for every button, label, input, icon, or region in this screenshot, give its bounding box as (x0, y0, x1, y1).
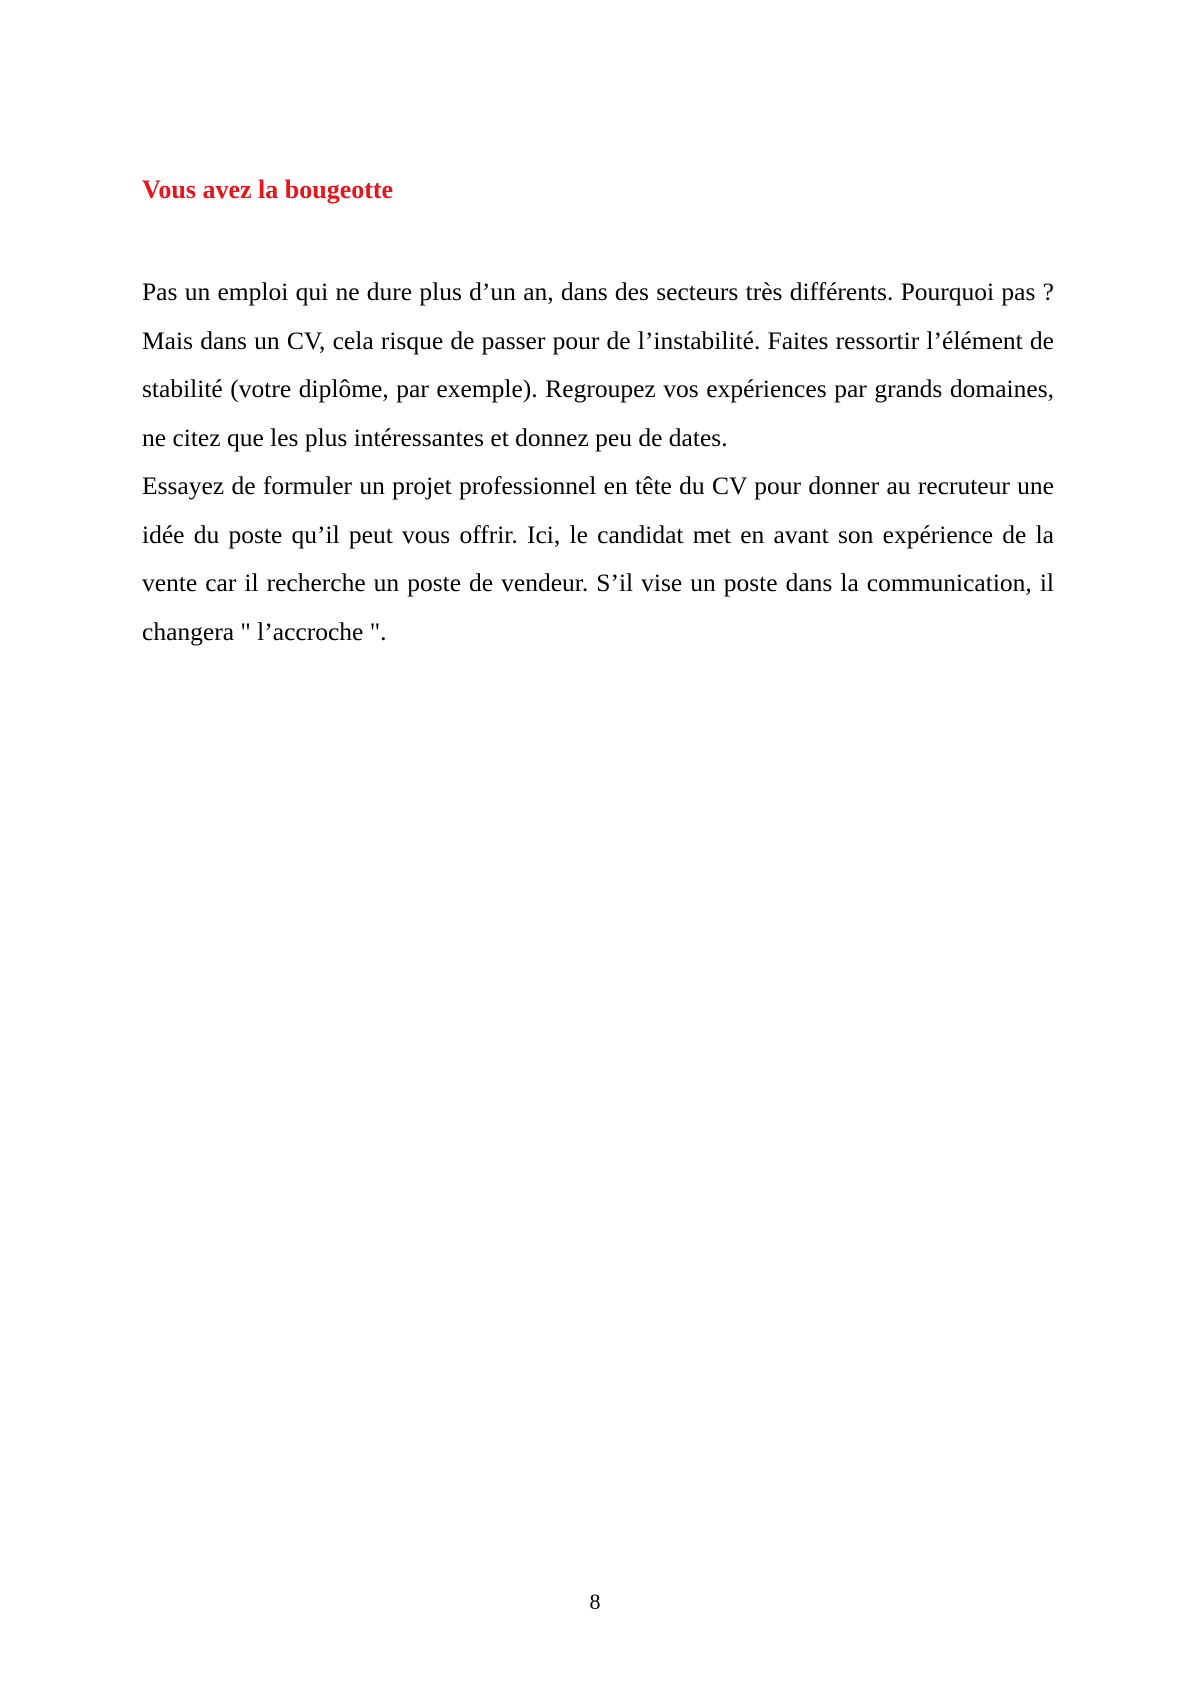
paragraph: Essayez de formuler un projet professionnel en tête du CV pour donner au recruteur une idée du poste qu’il peut vous offrir. Ici, le candidat met en avant son expérience de la vente car il recherche un poste de vendeur. S’il vise un poste dans la communication, il changera " l’accroche ". (142, 471, 1054, 646)
paragraph: Pas un emploi qui ne dure plus d’un an, dans des secteurs très différents. Pourquoi pas ? Mais dans un CV, cela risque de passer pour de l’instabilité. Faites ressortir l’élément de stabilité (votre diplôme, par exemple). Regroupez vos expériences par grands domaines, ne citez que les plus intéressantes et donnez peu de dates. (142, 277, 1054, 452)
section-heading: Vous avez la bougeotte (142, 175, 394, 204)
body-text (142, 268, 1054, 656)
page-number: 8 (589, 1589, 601, 1614)
